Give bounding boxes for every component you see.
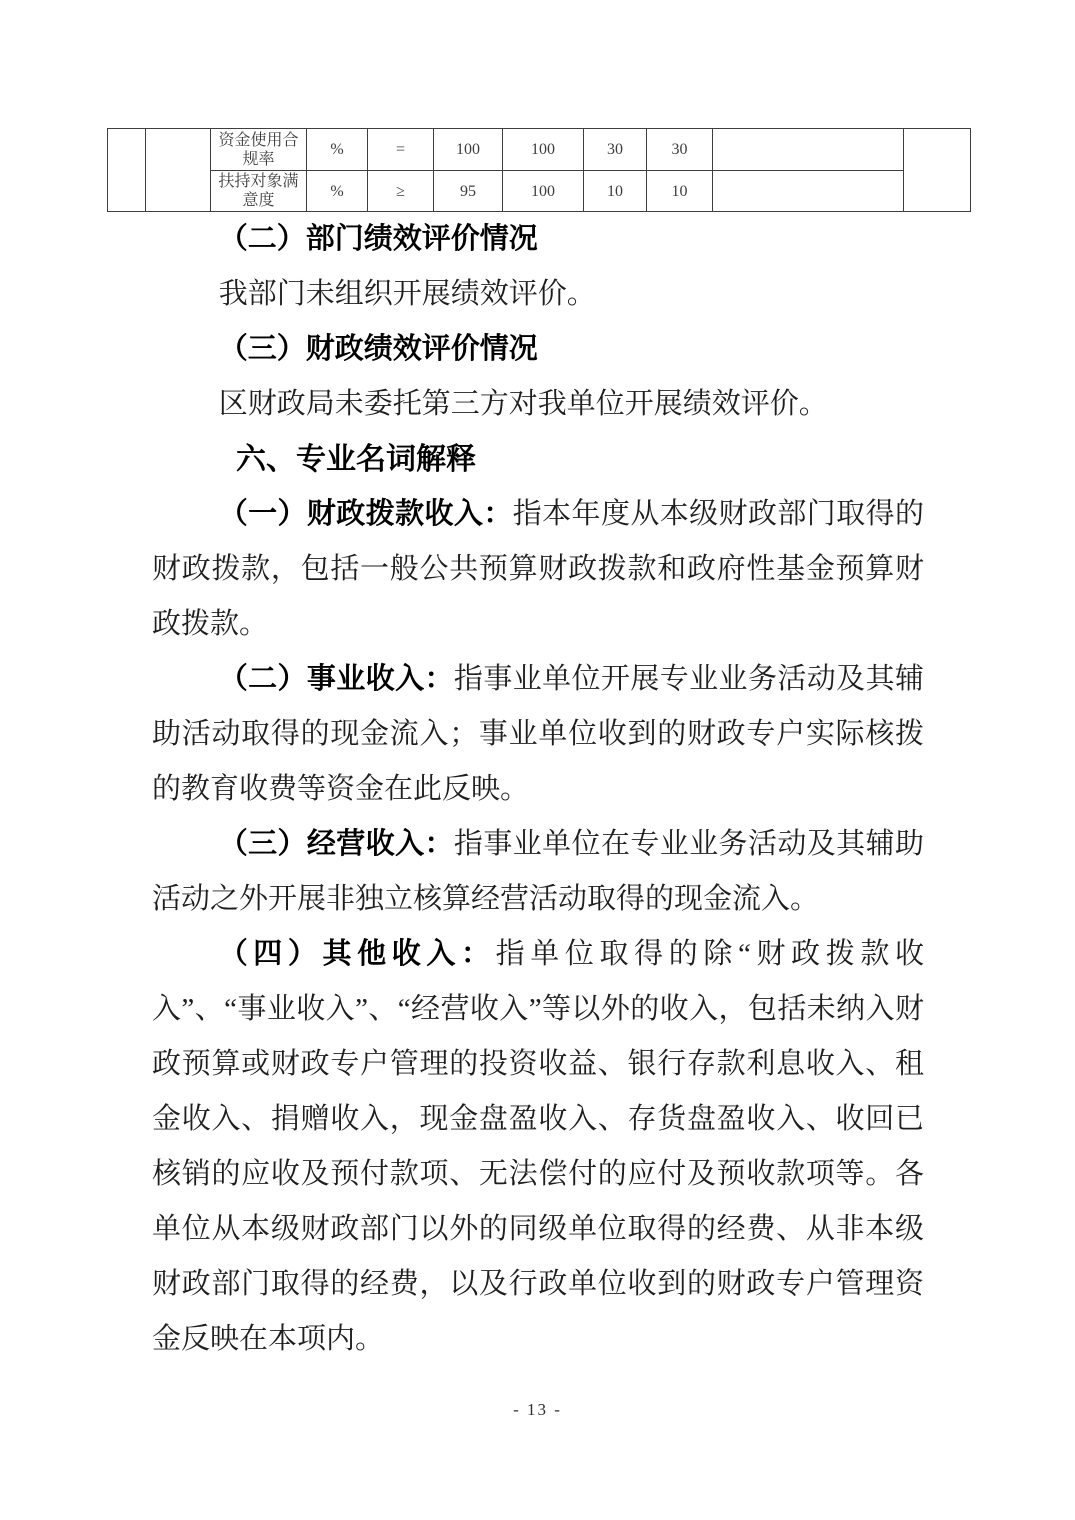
paragraph-fiscal-evaluation: 区财政局未委托第三方对我单位开展绩效评价。 (218, 388, 828, 420)
heading-fiscal-evaluation: （三）财政绩效评价情况 (218, 333, 538, 365)
definition-other-income (152, 927, 924, 1367)
paragraph-dept-evaluation: 我部门未组织开展绩效评价。 (218, 278, 596, 310)
table-cell-operator: = (368, 129, 434, 171)
document-body (152, 212, 924, 1367)
performance-indicator-table (107, 128, 971, 212)
table-cell-indicator: 扶持对象满意度 (211, 171, 307, 212)
table-cell-unit: % (307, 171, 368, 212)
definition-operating-income-public (152, 652, 924, 817)
table-cell-target-value: 100 (434, 129, 503, 171)
heading-dept-evaluation: （二）部门绩效评价情况 (218, 223, 538, 255)
table-cell-empty (904, 129, 971, 212)
definition-term: （一）财政拨款收入： (218, 498, 513, 530)
definition-text: 指事业单位开展专业业务活动及其辅助活动取得的现金流入；事业单位收到的财政专户实际核拨的教育收费等资金在此反映。 (152, 663, 924, 805)
page-number: - 13 - (513, 1400, 562, 1419)
table-row-target-satisfaction (108, 171, 971, 212)
table-cell-empty (146, 129, 211, 212)
definition-business-income (152, 817, 924, 927)
definition-fiscal-appropriation-income (152, 487, 924, 652)
table-row-fund-compliance (108, 129, 971, 171)
table-cell-indicator: 资金使用合规率 (211, 129, 307, 171)
table-cell-score: 10 (647, 171, 713, 212)
table-cell-weight: 10 (584, 171, 647, 212)
definition-term: （四）其他收入： (218, 938, 496, 970)
table-cell-operator: ≥ (368, 171, 434, 212)
definition-text: 指单位取得的除“财政拨款收入”、“事业收入”、“经营收入”等以外的收入，包括未纳入财政预算或财政专户管理的投资收益、银行存款利息收入、租金收入、捐赠收入，现金盘盈收入、存货盘盈收入、收回已核销的应收及预付款项、无法偿付的应付及预收款项等。各单位从本级财政部门以外的同级单位取得的经费、从非本级财政部门取得的经费，以及行政单位收到的财政专户管理资金反映在本项内。 (152, 938, 924, 1355)
table-cell-actual-value: 100 (503, 129, 584, 171)
definition-term: （二）事业收入： (218, 663, 454, 695)
table-cell-score: 30 (647, 129, 713, 171)
heading-glossary: 六、专业名词解释 (236, 443, 476, 476)
definition-text: 指事业单位在专业业务活动及其辅助活动之外开展非独立核算经营活动取得的现金流入。 (152, 828, 924, 915)
table-cell-target-value: 95 (434, 171, 503, 212)
table-cell-weight: 30 (584, 129, 647, 171)
definition-term: （三）经营收入： (218, 828, 454, 860)
table-cell-empty (108, 129, 146, 212)
table-cell-unit: % (307, 129, 368, 171)
table-cell-remark (713, 129, 904, 171)
definition-text: 指本年度从本级财政部门取得的财政拨款，包括一般公共预算财政拨款和政府性基金预算财政拨款。 (152, 498, 924, 640)
table-cell-remark (713, 171, 904, 212)
table-cell-actual-value: 100 (503, 171, 584, 212)
